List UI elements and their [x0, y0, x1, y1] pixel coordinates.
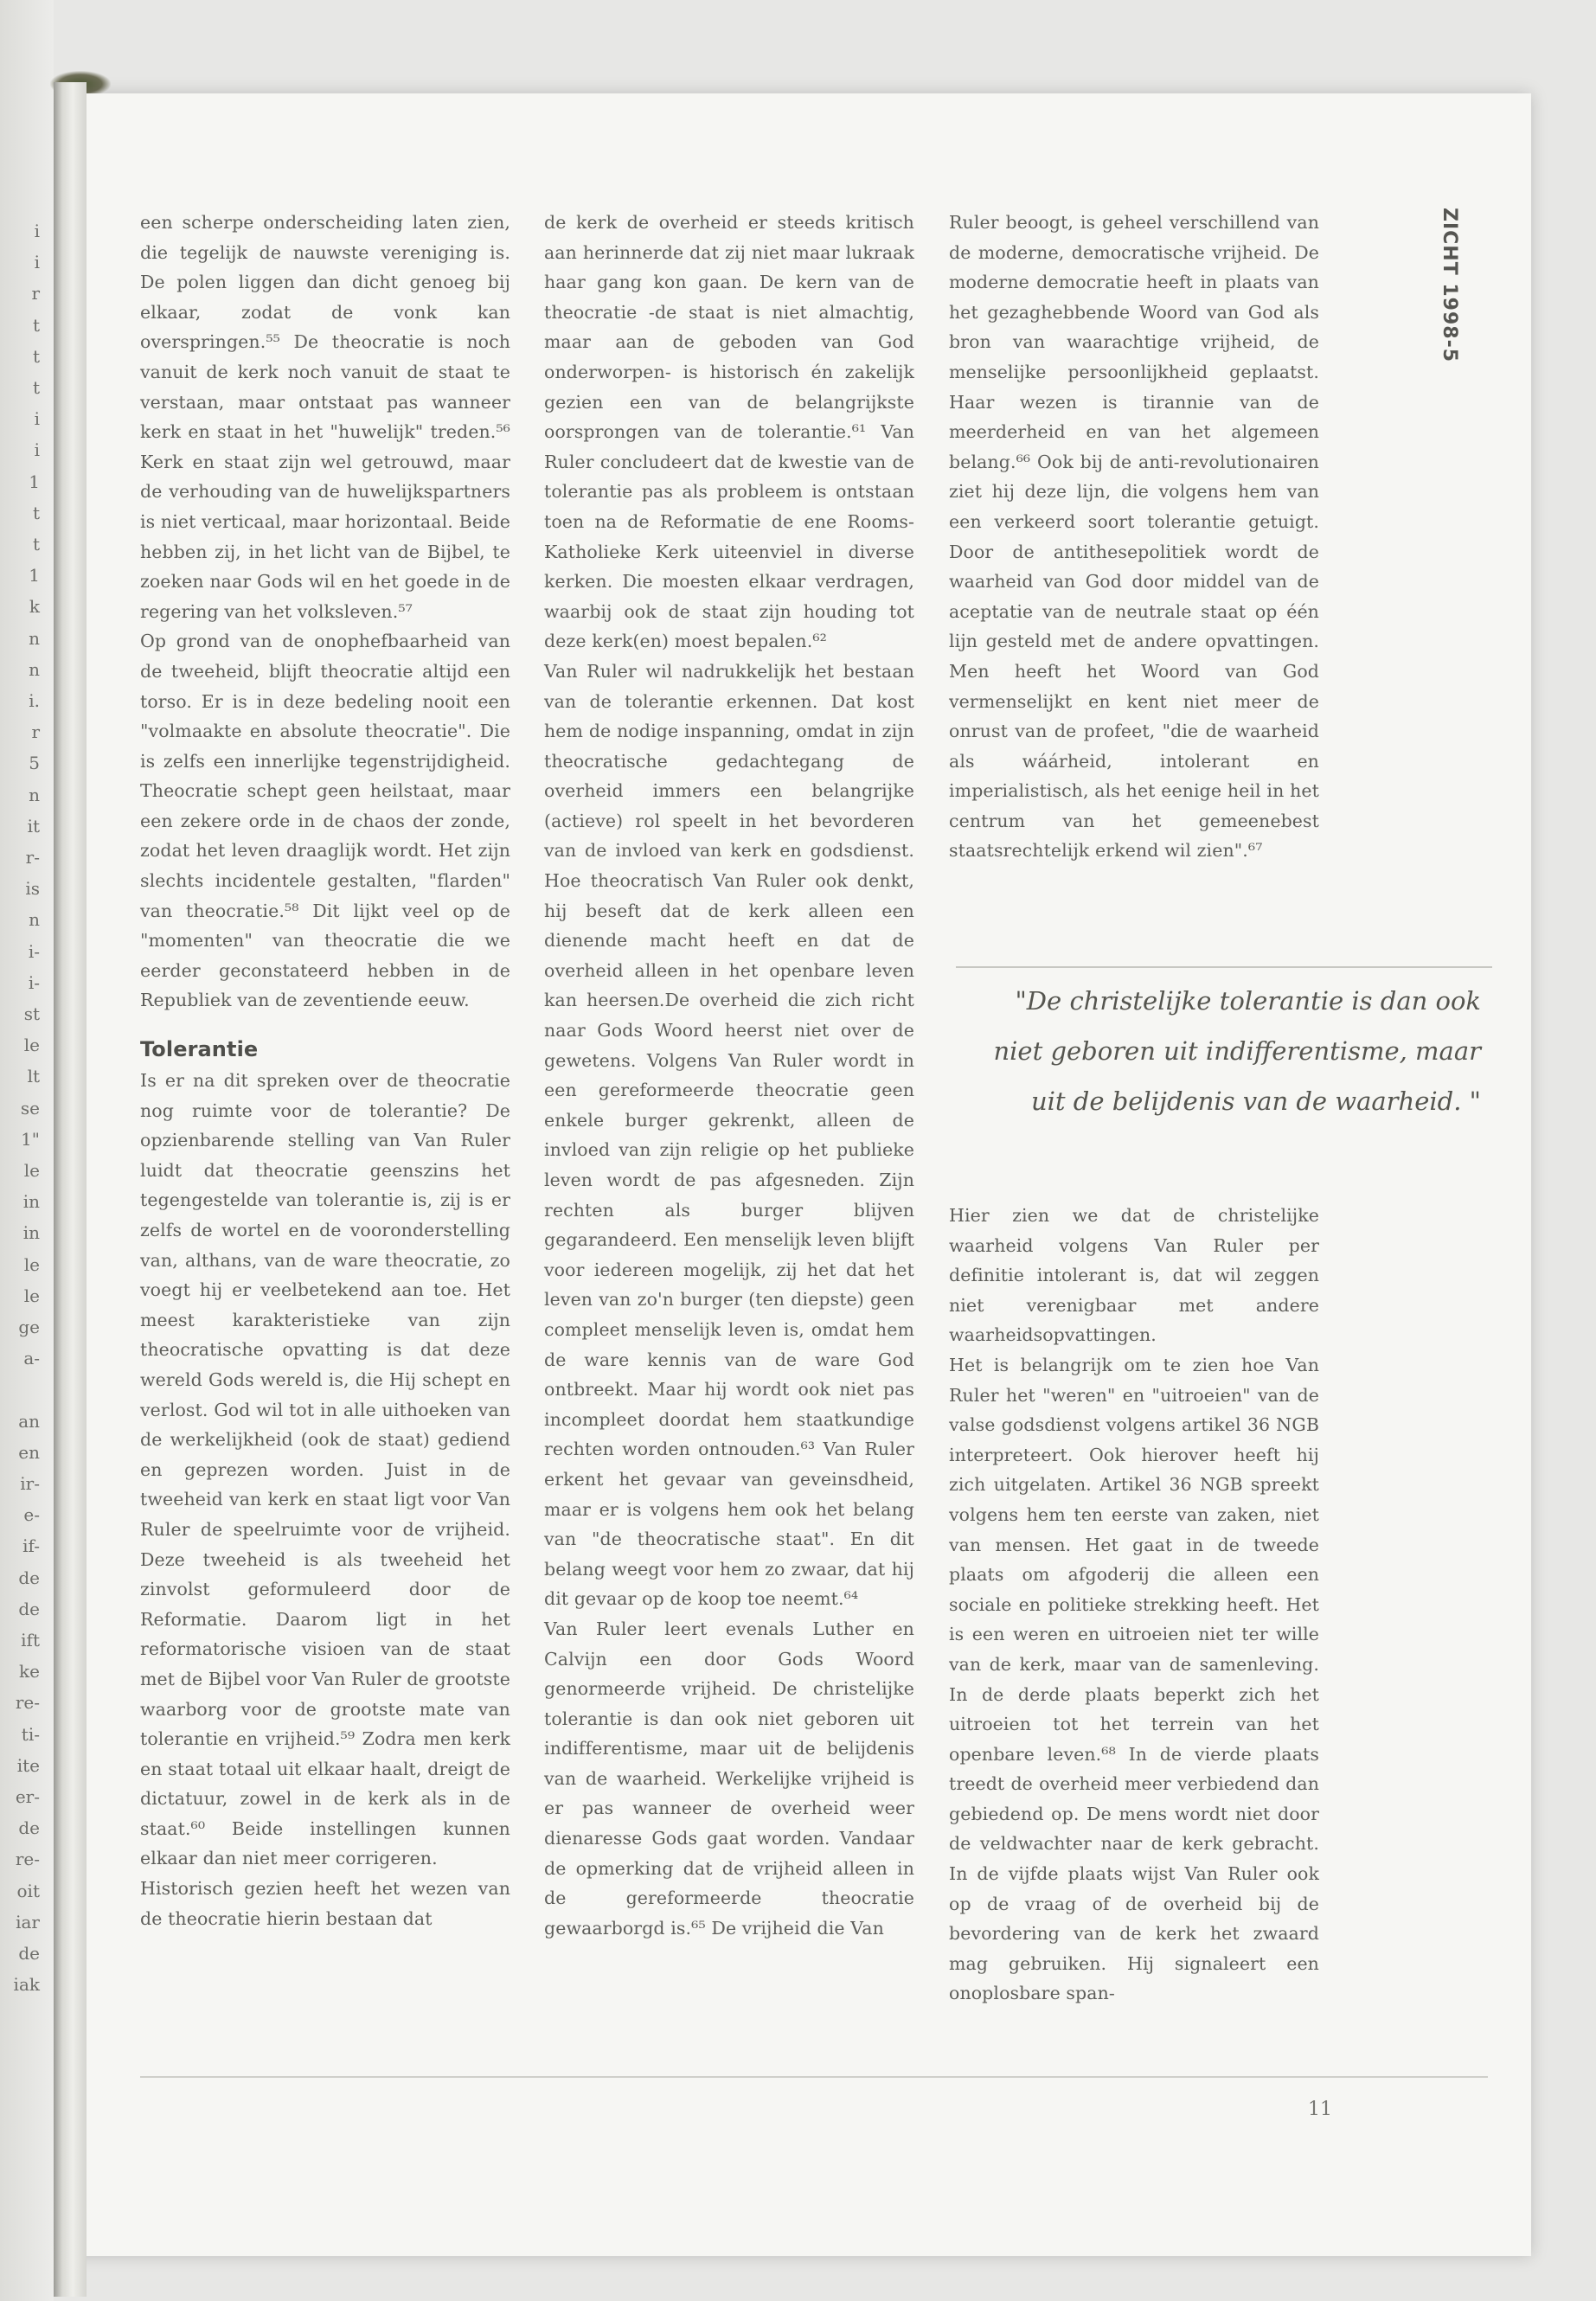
facing-page-fragment: le [23, 1035, 40, 1056]
facing-page-fragment: t [32, 377, 40, 398]
facing-page-fragment: iak [13, 1974, 40, 1996]
column-2 [544, 208, 914, 1943]
facing-page-fragment: ir- [20, 1473, 40, 1494]
facing-page-fragment: i [34, 221, 40, 241]
facing-page-fragment: i. [29, 690, 40, 711]
section-heading: Tolerantie [140, 1037, 259, 1062]
paragraph: Op grond van de onophefbaarheid van de tweeheid, blijft theocratie altijd een torso. Er is in deze bedeling nooit een "volmaakte en absolute theocratie". Die is zelfs een innerlijke tegenstrijdigheid. Theocratie schept geen heilstaat, maar een zekere orde in de chaos der zonde, zodat het leven draaglijk wordt. Het zijn slechts incidentele gestalten, "flarden" van theocratie.⁵⁸ Dit lijkt veel op de "momenten" van theocratie die we eerder geconstateerd hebben in de Republiek van de zeventiende eeuw. [140, 631, 510, 1011]
page-number: 11 [1308, 2099, 1332, 2120]
facing-page-fragment: t [32, 534, 40, 554]
facing-page-fragment: re- [15, 1692, 40, 1714]
facing-page-fragment: i [34, 252, 40, 273]
facing-page-fragment: t [32, 314, 40, 336]
facing-page-fragment: le [23, 1160, 40, 1181]
facing-page-fragment: i- [28, 971, 40, 993]
paragraph: Van Ruler leert evenals Luther en Calvijn een door Gods Woord genormeerde vrijheid. De christelijke tolerantie is dan ook niet geboren uit indifferentisme, maar uit de belijdenis van de waarheid. Werkelijke vrijheid is er pas wanneer de overheid weer dienaresse Gods gaat worden. Vandaar de opmerking dat de vrijheid alleen in de gereformeerde theocratie gewaarborgd is.⁶⁵ De vrijheid die Van [544, 1618, 914, 1939]
pull-quote-rule [956, 966, 1492, 968]
facing-page-fragment: iar [16, 1911, 40, 1932]
paragraph: Hier zien we dat de christelijke waarheid volgens Van Ruler per definitie intolerant is, dat wil zeggen niet verenigbaar met andere waarheidsopvattingen. [949, 1205, 1319, 1346]
facing-page-fragment: r [31, 283, 40, 304]
facing-page-fragment: re- [15, 1849, 40, 1870]
facing-page-fragment: en [18, 1441, 40, 1463]
column-1 [140, 208, 510, 1933]
facing-page-fragment: st [23, 1003, 40, 1024]
facing-page-fragment: n [29, 627, 40, 649]
facing-page-fragment: n [29, 658, 40, 680]
paragraph: Van Ruler wil nadrukkelijk het bestaan van de tolerantie erkennen. Dat kost hem de nodige inspanning, omdat in zijn theocratische gedachtegang de overheid immers een belangrijke (actieve) rol speelt in het bevorderen van de invloed van kerk en godsdienst. Hoe theocratisch Van Ruler ook denkt, hij beseft dat de kerk alleen een dienende macht heeft en dat de overheid alleen in het openbare leven kan heersen.De overheid die zich richt naar Gods Woord heerst niet over de gewetens. Volgens Van Ruler wordt in een gereformeerde theocratie geen enkele burger gekrenkt, alleen de invloed van zijn religie op het publieke leven wordt de pas afgesneden. Zijn rechten als burger blijven gegarandeerd. Een menselijk leven blijft voor iedereen mogelijk, zij het dat het leven van zo'n burger (ten diepste) geen compleet menselijk leven is, omdat hem de ware kennis van de ware God ontbreekt. Maar hij wordt ook niet pas incompleet doordat hem staatkundige rechten worden ontnouden.⁶³ Van Ruler erkent het gevaar van geveinsdheid, maar er is volgens hem ook het belang van "de theocratische staat". En dit belang weegt voor hem zo zwaar, dat hij dit gevaar op de koop toe neemt.⁶⁴ [544, 660, 914, 1610]
facing-page-fragment: ite [16, 1754, 40, 1776]
facing-page-fragment: ift [21, 1630, 40, 1650]
facing-page-fragment: it [27, 815, 40, 836]
pull-quote: "De christelijke tolerantie is dan ook niet geboren uit indifferentisme, maar uit de belijdenis van de waarheid. " [993, 986, 1481, 1116]
paragraph: Is er na dit spreken over de theocratie nog ruimte voor de tolerantie? De opzienbarende stelling van Van Ruler luidt dat theocratie geenszins het tegengestelde van tolerantie is, zij is er zelfs de wortel en de vooronderstelling van, althans, van de ware theocratie, zo voegt hij er veelbetekend aan toe. Het meest karakteristieke van zijn theocratische opvatting is dat deze wereld Gods wereld is, die Hij schept en verlost. God wil tot in alle uithoeken van de werkelijkheid (ook de staat) gediend en geprezen worden. Juist in de tweeheid van kerk en staat ligt voor Van Ruler de speelruimte voor de vrijheid. Deze tweeheid is als tweeheid het zinvolst geformuleerd door de Reformatie. Daarom ligt in het reformatorische visioen van de staat met de Bijbel voor Van Ruler de grootste waarborg voor de grootste mate van tolerantie en vrijheid.⁵⁹ Zodra men kerk en staat totaal uit elkaar haalt, dreigt de dictatuur, zowel in de kerk als in de staat.⁶⁰ Beide instellingen kunnen elkaar dan niet meer corrigeren. [140, 1070, 510, 1869]
footer-rule [140, 2076, 1488, 2078]
facing-page-fragment: 1 [29, 471, 40, 492]
facing-page-fragment: e- [23, 1504, 40, 1526]
facing-page-fragment: i [34, 408, 40, 430]
column-3-top [949, 208, 1319, 866]
paragraph: Het is belangrijk om te zien hoe Van Ruler het "weren" en "uitroeien" van de valse godsdienst volgens artikel 36 NGB interpreteert. Ook hierover heeft hij zich uitgelaten. Artikel 36 NGB spreekt volgens hem ten eerste van zaken, niet van mensen. Het gaat in de tweede plaats om afgoderij die alleen een sociale en politieke strekking heeft. Het is een weren en uitroeien niet ter wille van de kerk, maar van de samenleving. In de derde plaats beperkt zich het uitroeien tot het terrein van het openbare leven.⁶⁸ In de vierde plaats treedt de overheid meer verbiedend dan gebiedend op. De mens wordt niet door de veldwachter naar de kerk gebracht. In de vijfde plaats wijst Van Ruler ook op de vraag of de overheid bij de bevordering van de kerk het zwaard mag gebruiken. Hij signaleert een onoplosbare span- [949, 1354, 1319, 2004]
facing-page-fragment: oit [16, 1880, 40, 1901]
facing-page-fragment: n [29, 784, 40, 805]
page-gutter [54, 82, 87, 2297]
facing-page-fragment: an [18, 1410, 40, 1432]
facing-page-fragment: i [34, 439, 40, 461]
running-head: ZICHT 1998-5 [1439, 208, 1460, 363]
paragraph: de kerk de overheid er steeds kritisch aan herinnerde dat zij niet maar lukraak haar gang kon gaan. De kern van de theocratie -de staat is niet almachtig, maar aan de geboden van God onderworpen- is historisch én zakelijk gezien een van de belangrijkste oorsprongen van de tolerantie.⁶¹ Van Ruler concludeert dat de kwestie van de tolerantie pas als probleem is ontstaan toen na de Reformatie de ene Rooms-Katholieke Kerk uiteenviel in diverse kerken. Die moesten elkaar verdragen, waarbij ook de staat zijn houding tot deze kerk(en) moest bepalen.⁶² [544, 212, 914, 652]
facing-page-fragment: 5 [29, 753, 40, 774]
facing-page-fragment: le [23, 1285, 40, 1306]
facing-page-fragment: n [29, 909, 40, 931]
paragraph: een scherpe onderscheiding laten zien, die tegelijk de nauwste vereniging is. De polen liggen dan dicht genoeg bij elkaar, zodat de vonk kan overspringen.⁵⁵ De theocratie is noch vanuit de kerk noch vanuit de staat te verstaan, maar ontstaat pas wanneer kerk en staat in het "huwelijk" treden.⁵⁶ Kerk en staat zijn wel getrouwd, maar de verhouding van de huwelijkspartners is niet verticaal, maar horizontaal. Beide hebben zij, in het licht van de Bijbel, te zoeken naar Gods wil en het goede in de regering van het volksleven.⁵⁷ [140, 212, 510, 622]
facing-page-fragment: se [20, 1097, 40, 1118]
facing-page-fragment: t [32, 502, 40, 523]
paragraph: Historisch gezien heeft het wezen van de theocratie hierin bestaan dat [140, 1878, 510, 1929]
facing-page-fragment: er- [15, 1786, 40, 1807]
facing-page-fragment: in [22, 1222, 40, 1244]
facing-page-fragment: de [18, 1598, 40, 1619]
facing-page-fragment: lt [27, 1066, 40, 1087]
facing-page-fragment: r- [25, 847, 40, 868]
facing-page-fragment: de [18, 1567, 40, 1588]
facing-page-fragment: de [18, 1817, 40, 1839]
column-3-bottom [949, 1201, 1319, 2009]
facing-page-edge [0, 0, 54, 2301]
facing-page-fragment: ge [18, 1317, 40, 1337]
facing-page-fragment: ke [19, 1661, 40, 1682]
facing-page-fragment: r [31, 721, 40, 743]
facing-page-fragment: i- [28, 940, 40, 962]
facing-page-fragment: le [23, 1253, 40, 1275]
facing-page-fragment: k [29, 596, 40, 618]
facing-page-fragment: if- [22, 1535, 40, 1557]
facing-page-fragment: 1" [21, 1128, 40, 1150]
facing-page-fragment: in [22, 1191, 40, 1213]
facing-page-fragment: is [25, 878, 40, 900]
facing-page-fragment: de [18, 1943, 40, 1964]
facing-page-fragment: ti- [21, 1723, 40, 1745]
paragraph: Ruler beoogt, is geheel verschillend van de moderne, democratische vrijheid. De moderne democratie heeft in plaats van het gezaghebbende Woord van God als bron van waarachtige vrijheid, de menselijke persoonlijkheid geplaatst. Haar wezen is tirannie van de meerderheid en van het algemeen belang.⁶⁶ Ook bij de anti-revolutionairen ziet hij deze lijn, die volgens hem van een verkeerd soort tolerantie getuigt. Door de antithesepolitiek wordt de waarheid van God door middel van de aceptatie van de neutrale staat op één lijn gesteld met de andere opvattingen. Men heeft het Woord van God vermenselijkt en kent niet meer de onrust van de profeet, "die de waarheid als wáárheid, intolerant en imperialistisch, als het eenige heil in het centrum van het gemeenebest staatsrechtelijk erkend wil zien".⁶⁷ [949, 212, 1319, 862]
facing-page-fragment: a- [23, 1348, 40, 1369]
facing-page-fragment: 1 [29, 565, 40, 586]
facing-page-fragment: t [32, 345, 40, 367]
